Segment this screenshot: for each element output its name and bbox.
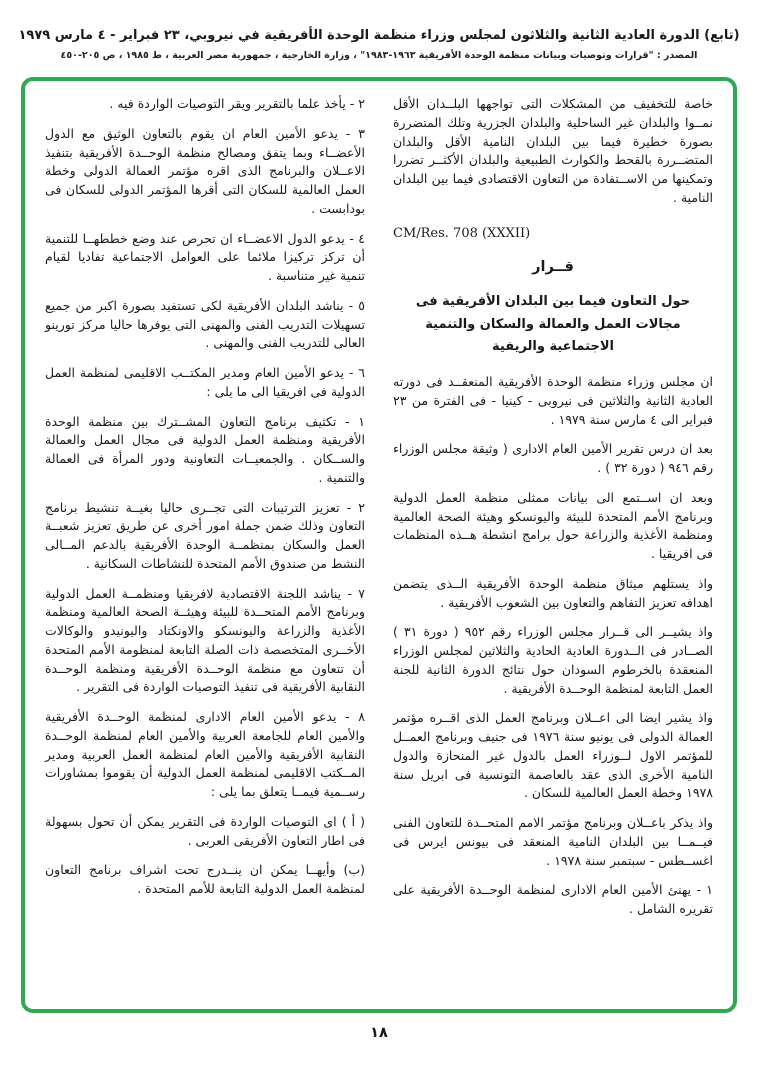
paragraph: ٨ - يدعو الأمين العام الادارى لمنظمة الوحــدة الأفريقية والأمين العام للجامعة العربية والأمين العام لمنظمة الوحــدة النقابية الأفريقية والأمين العام لمنظمة العمل العربية ومدير المــكتب الاقليمى لمنظمة العمل الدولية أن يقوموا بمشاورات رســمية فيمــا يتعلق بما يلى : (45, 709, 365, 799)
paragraph: (ب) وأيهــا يمكن ان ينــدرج تحت اشراف برنامج التعاون لمنظمة العمل الدولية التابعة للأمم المتحدة . (45, 862, 365, 896)
paragraph: ٤ - يدعو الدول الاعضــاء ان تحرص عند وضع خططهــا للتنمية أن تركز تركيزا ملائما على العوامل الاجتماعية تفاديا لقيام تنمية غير متناسبة . (45, 230, 365, 283)
paragraph: ( أ ) اى التوصيات الواردة فى التقرير يمكن أن تحول بسهولة فى اطار التعاون الأفريقى العربى . (45, 813, 365, 848)
paragraph: واذ يذكر باعــلان وبرنامج مؤتمر الامم المتحــدة للتعاون الفنى فيــمــا بين البلدان النامية المنعقد فى بيونس ايرس فى اغســطس - سبتمبر سنة ١٩٧٨ . (393, 815, 713, 868)
paragraph: ٧ - يناشد اللجنة الاقتصادية لافريقيا ومنظمــة العمل الدولية وبرنامج الأمم المتحــدة للبيئة وهيئــة الصحة العالمية ومنظمة الأغذية والزراعة واليونسكو والاونكتاد واليونيدو والوكالات الأخــرى المتخصصة ذات الصلة التابعة لمنظومة الأمم المتحدة أن تتعاون مع منظمة الوحــدة الأفريقية ومنظمة الوحــدة النقابية الأفريقية فى تنفيذ التوصيات الواردة فى التقرير . (45, 585, 365, 695)
resolution-reference: CM/Res. 708 (XXXII) (393, 225, 531, 241)
paragraph: ٢ - يأخذ علما بالتقرير ويقر التوصيات الواردة فيه . (109, 96, 365, 111)
two-column-layout (45, 95, 713, 999)
document-header (0, 0, 758, 61)
page-number: ١٨ (370, 1025, 388, 1041)
paragraph: خاصة للتخفيف من المشكلات التى تواجهها البلــدان الأقل نمــوا والبلدان غير الساحلية والبلدان الجزرية وتلك المتضررة بصورة خطيرة فيما بين البلدان النامية الأقل والبلدان المتضــررة بالقحط والكوارث الطبيعية والبلدان الأكثــر تضررا وتمكينها من الاســتفادة من التعاون الاقتصادى فيما بين البلدان النامية . (393, 96, 713, 205)
resolution-title: حول التعاون فيما بين البلدان الأفريقية فى مجالات العمل والعمالة والسكان والتنمية الاجتماعية والريفية (415, 293, 691, 355)
paragraph: ١ - تكثيف برنامج التعاون المشــترك بين منظمة الوحدة الأفريقية ومنظمة العمل الدولية فى مجال العمل والعمالة والســكان . والجمعيــات التعاونية ودور المرأة فى العمالة والتنمية . (45, 413, 365, 485)
right-column (393, 95, 713, 999)
paragraph: واذ يشيــر الى قــرار مجلس الوزراء رقم ٩٥٢ ( دورة ٣١ ) الصــادر فى الــدورة العادية الحادية والثلاثين لمجلس الوزراء المنعقدة بالخرطوم السودان حول نتائج الدورة الثانية للجنة العمل التابعة لمنظمة الوحــدة الأفريقية . (393, 624, 713, 696)
paragraph: وبعد ان اســتمع الى بيانات ممثلى منظمة العمل الدولية وبرنامج الأمم المتحدة للبيئة واليونسكو وهيئة الصحة العالمية ومنظمة الأغذية والزراعة حول برامج انشطة هــذه المنظمات فى افريقيا . (393, 489, 713, 561)
content-frame (21, 77, 737, 1013)
paragraph: ١ - يهنئ الأمين العام الادارى لمنظمة الوحــدة الأفريقية على تقريره الشامل . (393, 882, 713, 916)
paragraph: ٢ - تعزيز الترتيبات التى تجــرى حاليا بغيــة تنشيط برنامج التعاون وذلك ضمن جملة امور أخرى عن طريق تعزيز شعبــة العمل والسكان بمنظمــة الوحدة الأفريقية بالدعم المــالى النشط من صندوق الأمم المتحدة للنشاطات السكانية . (45, 499, 365, 571)
paragraph: واذ يستلهم ميثاق منظمة الوحدة الأفريقية الــذى يتضمن اهدافه تعزيز التفاهم والتعاون بين الشعوب الأفريقية . (393, 575, 713, 610)
left-column (45, 95, 365, 999)
header-source-note: المصدر : "قرارات وتوصيات وبيانات منظمة الوحدة الأفريقية ١٩٦٣-١٩٨٣" ، وزارة الخارجية ، جمهورية مصر العربية ، ط ١٩٨٥ ، ص ٢٠٥-٤٥٠ (60, 50, 698, 61)
paragraph: ٦ - يدعو الأمين العام ومدير المكتــب الاقليمى لمنظمة العمل الدولية فى افريقيا الى ما يلى : (45, 365, 365, 399)
resolution-heading: قــرار (532, 259, 574, 275)
paragraph: ٥ - يناشد البلدان الأفريقية لكى تستفيد بصورة اكبر من جميع تسهيلات التدريب الفنى والمهنى التى يوفرها حاليا مركز تورينو العالى للتدريب الفنى والمهنى . (45, 297, 365, 351)
paragraph: ان مجلس وزراء منظمة الوحدة الأفريقية المنعقــد فى دورته العادية الثانية والثلاثين فى نيروبى - كينيا - فى الفترة من ٢٣ فبراير الى ٤ مارس سنة ١٩٧٩ . (393, 374, 713, 427)
paragraph: واذ يشير ايضا الى اعــلان وبرنامج العمل الذى اقــره مؤتمر العمالة الدولى فى يونيو سنة ١٩٧٦ فى جنيف وبرنامج العمــل للمؤتمر الاول لــوزراء العمل بالدول غير المنحازة والدول النامية الأخرى الذى عقد بالعاصمة التونسية فى ابريل سنة ١٩٧٨ وخطة العمل العالمية للسكان . (393, 710, 713, 801)
header-session-title: (تابع) الدورة العادية الثانية والثلاثون لمجلس وزراء منظمة الوحدة الأفريقية في نيروبي، ٢٣ فبراير - ٤ مارس ١٩٧٩ (18, 28, 740, 43)
paragraph: ٣ - يدعو الأمين العام ان يقوم بالتعاون الوثيق مع الدول الأعضــاء وبما يتفق ومصالح منظمة الوحــدة الأفريقية بتنفيذ الاعــلان والبرنامج الذى اقره مؤتمر العمالة الدولى وخطة العمل العالمية للسكان التى أقرها المؤتمر الدولى للسكان فى بودابست . (45, 125, 365, 216)
paragraph: بعد ان درس تقرير الأمين العام الادارى ( وثيقة مجلس الوزراء رقم ٩٤٦ ( دورة ٣٢ ) . (393, 441, 713, 475)
